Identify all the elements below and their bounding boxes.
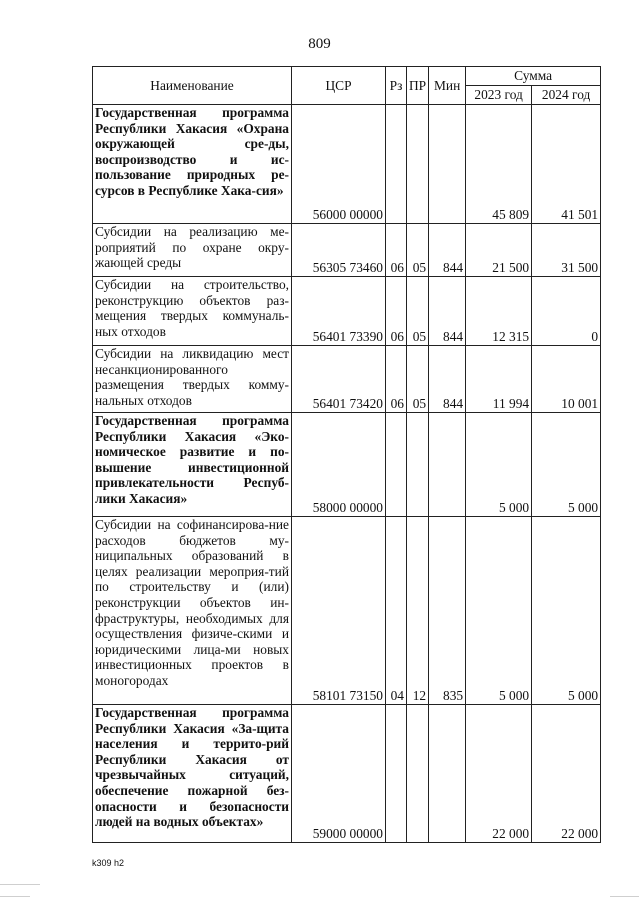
header-rz: Рз — [386, 67, 407, 105]
row-pr: 05 — [407, 346, 429, 413]
row-name: Государственная программа Республики Хакасия «Охрана окружающей сре-ды, воспроизводство и ис-пользование природных ре-сурсов в Республике Хака-сия» — [93, 105, 292, 224]
row-name: Субсидии на реализацию ме-роприятий по охране окру-жающей среды — [93, 224, 292, 277]
row-rz — [386, 705, 407, 843]
row-pr: 05 — [407, 224, 429, 277]
row-min — [429, 105, 466, 224]
budget-table — [92, 66, 601, 843]
table-row — [93, 346, 601, 413]
row-pr: 12 — [407, 517, 429, 705]
table-row — [93, 277, 601, 346]
row-sum-2023: 21 500 — [466, 224, 532, 277]
row-pr — [407, 105, 429, 224]
header-csr: ЦСР — [292, 67, 386, 105]
table-row — [93, 517, 601, 705]
row-rz — [386, 105, 407, 224]
table-row — [93, 413, 601, 517]
row-sum-2023: 12 315 — [466, 277, 532, 346]
row-rz: 06 — [386, 277, 407, 346]
row-csr: 56000 00000 — [292, 105, 386, 224]
row-sum-2024: 5 000 — [532, 413, 601, 517]
row-min — [429, 413, 466, 517]
table-row — [93, 105, 601, 224]
header-year-2023: 2023 год — [466, 86, 532, 105]
row-sum-2024: 31 500 — [532, 224, 601, 277]
row-csr: 59000 00000 — [292, 705, 386, 843]
row-name: Государственная программа Республики Хакасия «Эко-номическое развитие и по-вышение инвестиционной привлекательности Респуб-лики Хакасия» — [93, 413, 292, 517]
row-sum-2024: 0 — [532, 277, 601, 346]
row-csr: 56401 73390 — [292, 277, 386, 346]
scan-artifact-line — [0, 896, 30, 897]
row-pr: 05 — [407, 277, 429, 346]
header-sum: Сумма — [466, 67, 601, 86]
row-name: Субсидии на строительство, реконструкцию объектов раз-мещения твердых коммуналь-ных отходов — [93, 277, 292, 346]
row-min: 844 — [429, 277, 466, 346]
row-sum-2023: 11 994 — [466, 346, 532, 413]
row-rz: 06 — [386, 224, 407, 277]
row-min — [429, 705, 466, 843]
row-csr: 58000 00000 — [292, 413, 386, 517]
row-rz — [386, 413, 407, 517]
page-number: 809 — [308, 36, 331, 52]
header-min: Мин — [429, 67, 466, 105]
row-csr: 58101 73150 — [292, 517, 386, 705]
table-row — [93, 705, 601, 843]
row-min: 835 — [429, 517, 466, 705]
footer-code: k309 h2 — [92, 858, 125, 868]
row-sum-2023: 22 000 — [466, 705, 532, 843]
row-name: Государственная программа Республики Хакасия «За-щита населения и террито-рий Республики Хакасия от чрезвычайных ситуаций, обеспечение пожарной без-опасности и безопасности людей на водных объектах» — [93, 705, 292, 843]
row-sum-2024: 22 000 — [532, 705, 601, 843]
row-sum-2023: 5 000 — [466, 517, 532, 705]
header-year-2024: 2024 год — [532, 86, 601, 105]
row-min: 844 — [429, 224, 466, 277]
scan-artifact-line — [610, 896, 639, 897]
row-sum-2024: 10 001 — [532, 346, 601, 413]
row-min: 844 — [429, 346, 466, 413]
row-pr — [407, 705, 429, 843]
table-row — [93, 224, 601, 277]
scan-artifact-line — [0, 884, 40, 885]
row-name: Субсидии на ликвидацию мест несанкционированного размещения твердых комму-нальных отходов — [93, 346, 292, 413]
row-csr: 56305 73460 — [292, 224, 386, 277]
row-pr — [407, 413, 429, 517]
row-name: Субсидии на софинансирова-ние расходов бюджетов му-ниципальных образований в целях реализации мероприя-тий по строительству и (или) реконструкции объектов ин-фраструктуры, необходимых для осуществления физиче-скими и юридическими лица-ми новых инвестиционных проектов в моногородах — [93, 517, 292, 705]
row-csr: 56401 73420 — [292, 346, 386, 413]
row-sum-2023: 5 000 — [466, 413, 532, 517]
row-rz: 04 — [386, 517, 407, 705]
row-sum-2024: 41 501 — [532, 105, 601, 224]
header-pr: ПР — [407, 67, 429, 105]
row-sum-2024: 5 000 — [532, 517, 601, 705]
row-rz: 06 — [386, 346, 407, 413]
row-sum-2023: 45 809 — [466, 105, 532, 224]
header-name: Наименование — [93, 67, 292, 105]
